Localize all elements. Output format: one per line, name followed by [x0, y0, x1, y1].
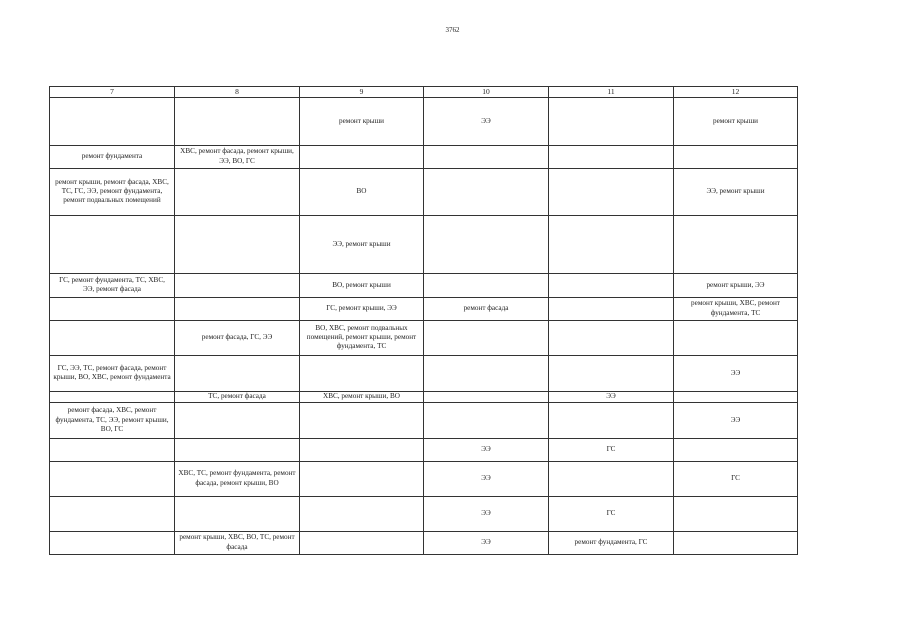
table-cell: ТС, ремонт фасада [175, 391, 300, 402]
table-cell [50, 297, 175, 320]
column-header: 7 [50, 87, 175, 98]
table-cell [50, 461, 175, 496]
table-cell: ремонт крыши [674, 97, 798, 145]
table-cell [300, 355, 424, 391]
table-row [50, 97, 798, 145]
table-cell [50, 531, 175, 554]
table-cell [424, 215, 549, 273]
table-cell [300, 461, 424, 496]
table-cell [424, 320, 549, 355]
column-header: 10 [424, 87, 549, 98]
table-cell: ГС, ремонт крыши, ЭЭ [300, 297, 424, 320]
table-cell [549, 273, 674, 297]
table-cell [674, 531, 798, 554]
table-cell: ГС, ЭЭ, ТС, ремонт фасада, ремонт крыши, ВО, ХВС, ремонт фундамента [50, 355, 175, 391]
table-cell [300, 438, 424, 461]
table-cell: ХВС, ремонт крыши, ВО [300, 391, 424, 402]
column-header: 12 [674, 87, 798, 98]
table-cell [549, 145, 674, 168]
table-row [50, 273, 798, 297]
table-cell: ЭЭ, ремонт крыши [674, 168, 798, 215]
table-cell [674, 438, 798, 461]
table-row [50, 320, 798, 355]
table-cell [50, 320, 175, 355]
table-header-row [50, 87, 798, 98]
table-cell [50, 215, 175, 273]
table-cell: ХВС, ремонт фасада, ремонт крыши, ЭЭ, ВО, ГС [175, 145, 300, 168]
table-cell: ЭЭ [424, 461, 549, 496]
table-cell: ЭЭ [549, 391, 674, 402]
column-header: 11 [549, 87, 674, 98]
table-cell: ЭЭ [674, 355, 798, 391]
table-cell [300, 145, 424, 168]
table-cell [175, 402, 300, 438]
table-cell: ВО [300, 168, 424, 215]
column-header: 9 [300, 87, 424, 98]
column-header: 8 [175, 87, 300, 98]
table-cell: ГС [549, 496, 674, 531]
table-cell [424, 168, 549, 215]
table-cell [175, 355, 300, 391]
table-row [50, 438, 798, 461]
table-cell [50, 496, 175, 531]
table-cell [424, 402, 549, 438]
table-cell [175, 97, 300, 145]
table-cell: ЭЭ, ремонт крыши [300, 215, 424, 273]
table-cell [674, 145, 798, 168]
table-cell: ГС, ремонт фундамента, ТС, ХВС, ЭЭ, ремонт фасада [50, 273, 175, 297]
table-cell [549, 97, 674, 145]
table-cell [175, 273, 300, 297]
page-number: 3762 [445, 26, 460, 34]
table-cell: ремонт крыши [300, 97, 424, 145]
table-cell [549, 402, 674, 438]
table-cell [175, 496, 300, 531]
table-cell: ГС [674, 461, 798, 496]
table-cell: ремонт фундамента [50, 145, 175, 168]
table-cell [50, 97, 175, 145]
table-cell: ремонт крыши, ХВС, ВО, ТС, ремонт фасада [175, 531, 300, 554]
table-cell: ХВС, ТС, ремонт фундамента, ремонт фасада, ремонт крыши, ВО [175, 461, 300, 496]
table-row [50, 168, 798, 215]
table-row [50, 215, 798, 273]
table-row [50, 391, 798, 402]
table-cell [50, 438, 175, 461]
table-cell: ВО, ремонт крыши [300, 273, 424, 297]
table-cell: ремонт фасада, ХВС, ремонт фундамента, ТС, ЭЭ, ремонт крыши, ВО, ГС [50, 402, 175, 438]
table-cell [549, 297, 674, 320]
table-cell [424, 355, 549, 391]
table-cell [549, 461, 674, 496]
table-cell: ремонт фундамента, ГС [549, 531, 674, 554]
table-cell [300, 496, 424, 531]
table-cell [50, 391, 175, 402]
table-row [50, 145, 798, 168]
table-cell [175, 297, 300, 320]
table-cell: ремонт фасада, ГС, ЭЭ [175, 320, 300, 355]
table-cell [549, 215, 674, 273]
table-row [50, 355, 798, 391]
table-cell: ремонт фасада [424, 297, 549, 320]
table-row [50, 297, 798, 320]
table-cell: ВО, ХВС, ремонт подвальных помещений, ремонт крыши, ремонт фундамента, ТС [300, 320, 424, 355]
table-cell: ремонт крыши, ЭЭ [674, 273, 798, 297]
table-cell [549, 168, 674, 215]
table-cell: ЭЭ [674, 402, 798, 438]
table-cell [549, 355, 674, 391]
table-row [50, 461, 798, 496]
table-cell [674, 391, 798, 402]
works-table [49, 86, 798, 555]
table-cell [175, 215, 300, 273]
table-cell [300, 531, 424, 554]
table-cell: ЭЭ [424, 531, 549, 554]
table-row [50, 496, 798, 531]
table-cell: ЭЭ [424, 438, 549, 461]
table-cell [175, 438, 300, 461]
table-row [50, 402, 798, 438]
table-cell [549, 320, 674, 355]
table-cell: ЭЭ [424, 97, 549, 145]
table-cell [674, 496, 798, 531]
table-cell [424, 145, 549, 168]
table-cell [175, 168, 300, 215]
table-cell: ремонт крыши, ХВС, ремонт фундамента, ТС [674, 297, 798, 320]
table-cell [674, 215, 798, 273]
table-cell [424, 273, 549, 297]
table-cell [424, 391, 549, 402]
table-cell [300, 402, 424, 438]
table-cell: ЭЭ [424, 496, 549, 531]
table-cell [674, 320, 798, 355]
table-cell: ГС [549, 438, 674, 461]
table-cell: ремонт крыши, ремонт фасада, ХВС, ТС, ГС, ЭЭ, ремонт фундамента, ремонт подвальных помещений [50, 168, 175, 215]
table-row [50, 531, 798, 554]
